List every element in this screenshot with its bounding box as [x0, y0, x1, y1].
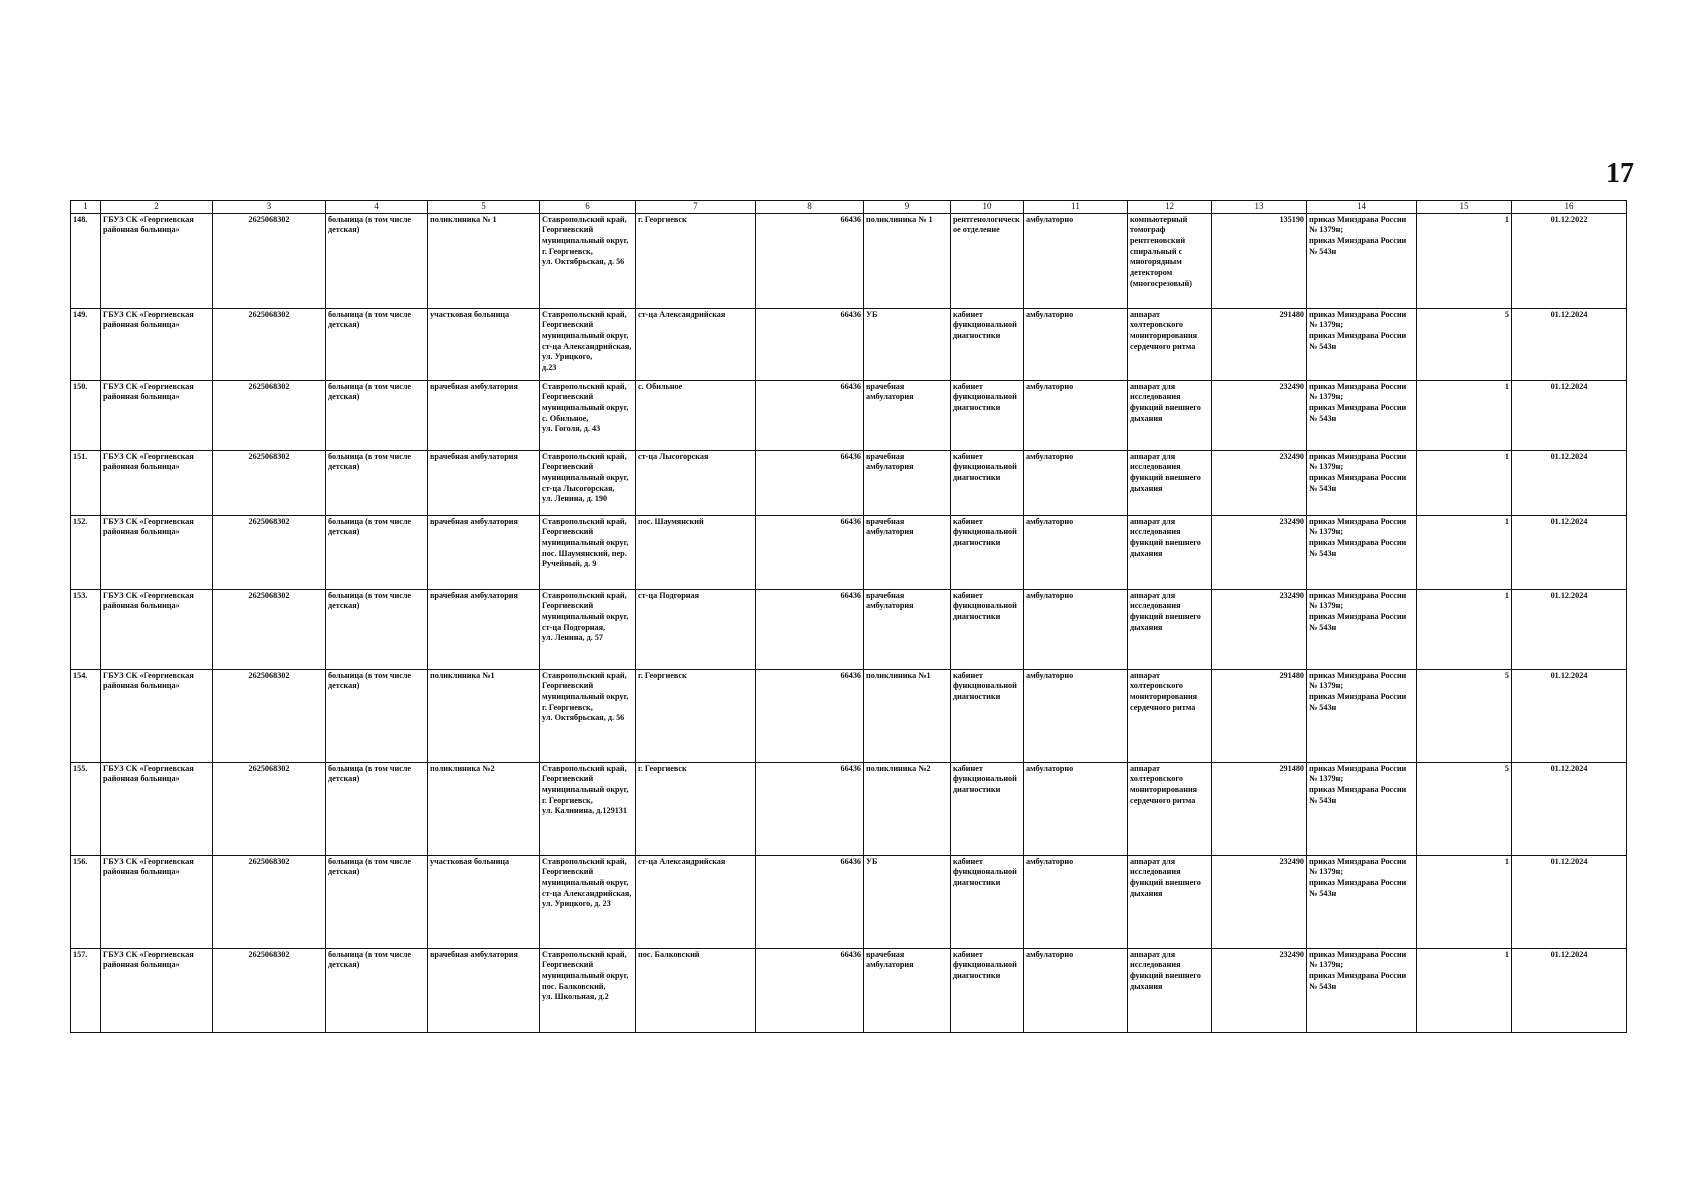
subdivision-cell: врачебная амбулатория [428, 589, 540, 669]
oktmo-cell: 66436 [756, 308, 864, 380]
organization-cell: ГБУЗ СК «Георгиевская районная больница» [101, 589, 213, 669]
subdivision-cell: врачебная амбулатория [428, 515, 540, 589]
unit-cell: поликлиника № 1 [864, 213, 951, 308]
oktmo-cell: 66436 [756, 762, 864, 855]
organization-type-cell: больница (в том числе детская) [326, 450, 428, 515]
quantity-cell: 1 [1417, 380, 1512, 450]
date-cell: 01.12.2024 [1512, 308, 1627, 380]
quantity-cell: 5 [1417, 308, 1512, 380]
table-row [71, 380, 1627, 450]
date-cell: 01.12.2024 [1512, 515, 1627, 589]
equipment-cell: аппарат для исследования функций внешнего дыхания [1128, 380, 1212, 450]
inn-cell: 2625068302 [213, 589, 326, 669]
equipment-cell: аппарат холтеровского мониторирования сердечного ритма [1128, 308, 1212, 380]
organization-cell: ГБУЗ СК «Георгиевская районная больница» [101, 948, 213, 1032]
address-cell: Ставропольский край, Георгиевский муниципальный округ, ст-ца Александрийская, ул. Урицкого, д. 23 [540, 855, 636, 948]
equipment-cell: аппарат для исследования функций внешнего дыхания [1128, 589, 1212, 669]
date-cell: 01.12.2024 [1512, 380, 1627, 450]
unit-cell: УБ [864, 855, 951, 948]
organization-type-cell: больница (в том числе детская) [326, 855, 428, 948]
table-row [71, 450, 1627, 515]
address-cell: Ставропольский край, Георгиевский муниципальный округ, г. Георгиевск, ул. Октябрьская, д. 56 [540, 669, 636, 762]
order-cell: приказ Минздрава России № 1379н; приказ Минздрава России № 543н [1307, 948, 1417, 1032]
address-cell: Ставропольский край, Георгиевский муниципальный округ, ст-ца Подгорная, ул. Ленина, д. 57 [540, 589, 636, 669]
care-condition-cell: амбулаторно [1024, 948, 1128, 1032]
column-number: 2 [101, 201, 213, 214]
care-condition-cell: амбулаторно [1024, 762, 1128, 855]
organization-type-cell: больница (в том числе детская) [326, 762, 428, 855]
equipment-cell: аппарат для исследования функций внешнего дыхания [1128, 450, 1212, 515]
date-cell: 01.12.2024 [1512, 855, 1627, 948]
inn-cell: 2625068302 [213, 948, 326, 1032]
column-number: 15 [1417, 201, 1512, 214]
order-cell: приказ Минздрава России № 1379н; приказ Минздрава России № 543н [1307, 308, 1417, 380]
row-number-cell: 148. [71, 213, 101, 308]
row-number-cell: 156. [71, 855, 101, 948]
equipment-cell: аппарат холтеровского мониторирования сердечного ритма [1128, 762, 1212, 855]
table-row [71, 948, 1627, 1032]
page-number: 17 [1606, 158, 1634, 189]
equipment-code-cell: 291480 [1212, 308, 1307, 380]
equipment-code-cell: 135190 [1212, 213, 1307, 308]
organization-cell: ГБУЗ СК «Георгиевская районная больница» [101, 450, 213, 515]
locality-cell: с. Обильное [636, 380, 756, 450]
department-cell: кабинет функциональной диагностики [951, 380, 1024, 450]
equipment-cell: аппарат для исследования функций внешнего дыхания [1128, 515, 1212, 589]
inn-cell: 2625068302 [213, 855, 326, 948]
unit-cell: поликлиника №2 [864, 762, 951, 855]
column-number: 11 [1024, 201, 1128, 214]
organization-cell: ГБУЗ СК «Георгиевская районная больница» [101, 669, 213, 762]
department-cell: кабинет функциональной диагностики [951, 669, 1024, 762]
department-cell: кабинет функциональной диагностики [951, 515, 1024, 589]
organization-type-cell: больница (в том числе детская) [326, 213, 428, 308]
column-number-row [71, 201, 1627, 214]
organization-type-cell: больница (в том числе детская) [326, 948, 428, 1032]
inn-cell: 2625068302 [213, 308, 326, 380]
row-number-cell: 149. [71, 308, 101, 380]
oktmo-cell: 66436 [756, 450, 864, 515]
column-number: 6 [540, 201, 636, 214]
locality-cell: г. Георгиевск [636, 669, 756, 762]
subdivision-cell: поликлиника № 1 [428, 213, 540, 308]
subdivision-cell: врачебная амбулатория [428, 450, 540, 515]
table-row [71, 855, 1627, 948]
quantity-cell: 1 [1417, 948, 1512, 1032]
organization-type-cell: больница (в том числе детская) [326, 515, 428, 589]
row-number-cell: 150. [71, 380, 101, 450]
column-number: 1 [71, 201, 101, 214]
date-cell: 01.12.2024 [1512, 669, 1627, 762]
table-row [71, 669, 1627, 762]
date-cell: 01.12.2024 [1512, 589, 1627, 669]
address-cell: Ставропольский край, Георгиевский муниципальный округ, пос. Балковский, ул. Школьная, д.2 [540, 948, 636, 1032]
oktmo-cell: 66436 [756, 948, 864, 1032]
organization-type-cell: больница (в том числе детская) [326, 589, 428, 669]
registry-table [70, 200, 1627, 1033]
care-condition-cell: амбулаторно [1024, 589, 1128, 669]
row-number-cell: 157. [71, 948, 101, 1032]
table-row [71, 308, 1627, 380]
subdivision-cell: врачебная амбулатория [428, 948, 540, 1032]
oktmo-cell: 66436 [756, 213, 864, 308]
order-cell: приказ Минздрава России № 1379н; приказ Минздрава России № 543н [1307, 855, 1417, 948]
department-cell: кабинет функциональной диагностики [951, 450, 1024, 515]
organization-type-cell: больница (в том числе детская) [326, 669, 428, 762]
oktmo-cell: 66436 [756, 669, 864, 762]
equipment-code-cell: 232490 [1212, 855, 1307, 948]
organization-cell: ГБУЗ СК «Георгиевская районная больница» [101, 380, 213, 450]
equipment-code-cell: 232490 [1212, 380, 1307, 450]
order-cell: приказ Минздрава России № 1379н; приказ Минздрава России № 543н [1307, 515, 1417, 589]
equipment-cell: аппарат для исследования функций внешнего дыхания [1128, 855, 1212, 948]
equipment-code-cell: 291480 [1212, 669, 1307, 762]
oktmo-cell: 66436 [756, 589, 864, 669]
unit-cell: врачебная амбулатория [864, 450, 951, 515]
department-cell: кабинет функциональной диагностики [951, 308, 1024, 380]
row-number-cell: 152. [71, 515, 101, 589]
column-number: 13 [1212, 201, 1307, 214]
locality-cell: г. Георгиевск [636, 762, 756, 855]
department-cell: рентгенологическое отделение [951, 213, 1024, 308]
column-number: 7 [636, 201, 756, 214]
care-condition-cell: амбулаторно [1024, 669, 1128, 762]
order-cell: приказ Минздрава России № 1379н; приказ Минздрава России № 543н [1307, 589, 1417, 669]
subdivision-cell: участковая больница [428, 308, 540, 380]
equipment-code-cell: 232490 [1212, 589, 1307, 669]
locality-cell: ст-ца Лысогорская [636, 450, 756, 515]
subdivision-cell: врачебная амбулатория [428, 380, 540, 450]
equipment-cell: компьютерный томограф рентгеновский спиральный с многорядным детектором (многосрезовый) [1128, 213, 1212, 308]
table-body [71, 213, 1627, 1032]
organization-cell: ГБУЗ СК «Георгиевская районная больница» [101, 308, 213, 380]
locality-cell: ст-ца Александрийская [636, 855, 756, 948]
care-condition-cell: амбулаторно [1024, 515, 1128, 589]
column-number: 10 [951, 201, 1024, 214]
equipment-code-cell: 232490 [1212, 948, 1307, 1032]
unit-cell: врачебная амбулатория [864, 589, 951, 669]
row-number-cell: 151. [71, 450, 101, 515]
department-cell: кабинет функциональной диагностики [951, 589, 1024, 669]
unit-cell: УБ [864, 308, 951, 380]
quantity-cell: 1 [1417, 213, 1512, 308]
care-condition-cell: амбулаторно [1024, 855, 1128, 948]
row-number-cell: 154. [71, 669, 101, 762]
unit-cell: врачебная амбулатория [864, 948, 951, 1032]
column-number: 16 [1512, 201, 1627, 214]
address-cell: Ставропольский край, Георгиевский муниципальный округ, г. Георгиевск, ул. Октябрьская, д. 56 [540, 213, 636, 308]
address-cell: Ставропольский край, Георгиевский муниципальный округ, с. Обильное, ул. Гоголя, д. 43 [540, 380, 636, 450]
quantity-cell: 5 [1417, 762, 1512, 855]
address-cell: Ставропольский край, Георгиевский муниципальный округ, г. Георгиевск, ул. Калинина, д.129131 [540, 762, 636, 855]
organization-cell: ГБУЗ СК «Георгиевская районная больница» [101, 762, 213, 855]
column-number: 3 [213, 201, 326, 214]
quantity-cell: 1 [1417, 450, 1512, 515]
organization-cell: ГБУЗ СК «Георгиевская районная больница» [101, 515, 213, 589]
unit-cell: врачебная амбулатория [864, 380, 951, 450]
care-condition-cell: амбулаторно [1024, 308, 1128, 380]
column-number: 4 [326, 201, 428, 214]
inn-cell: 2625068302 [213, 515, 326, 589]
locality-cell: ст-ца Подгорная [636, 589, 756, 669]
quantity-cell: 1 [1417, 855, 1512, 948]
subdivision-cell: поликлиника №1 [428, 669, 540, 762]
organization-cell: ГБУЗ СК «Георгиевская районная больница» [101, 213, 213, 308]
oktmo-cell: 66436 [756, 515, 864, 589]
equipment-code-cell: 232490 [1212, 450, 1307, 515]
table-row [71, 589, 1627, 669]
column-number: 9 [864, 201, 951, 214]
date-cell: 01.12.2024 [1512, 948, 1627, 1032]
address-cell: Ставропольский край, Георгиевский муниципальный округ, ст-ца Александрийская, ул. Урицкого, д.23 [540, 308, 636, 380]
column-number: 8 [756, 201, 864, 214]
subdivision-cell: участковая больница [428, 855, 540, 948]
equipment-cell: аппарат холтеровского мониторирования сердечного ритма [1128, 669, 1212, 762]
row-number-cell: 155. [71, 762, 101, 855]
care-condition-cell: амбулаторно [1024, 213, 1128, 308]
inn-cell: 2625068302 [213, 380, 326, 450]
care-condition-cell: амбулаторно [1024, 380, 1128, 450]
locality-cell: ст-ца Александрийская [636, 308, 756, 380]
organization-type-cell: больница (в том числе детская) [326, 380, 428, 450]
locality-cell: пос. Шаумянский [636, 515, 756, 589]
inn-cell: 2625068302 [213, 450, 326, 515]
order-cell: приказ Минздрава России № 1379н; приказ Минздрава России № 543н [1307, 762, 1417, 855]
inn-cell: 2625068302 [213, 213, 326, 308]
table-row [71, 515, 1627, 589]
column-number: 14 [1307, 201, 1417, 214]
department-cell: кабинет функциональной диагностики [951, 855, 1024, 948]
equipment-code-cell: 232490 [1212, 515, 1307, 589]
quantity-cell: 5 [1417, 669, 1512, 762]
order-cell: приказ Минздрава России № 1379н; приказ Минздрава России № 543н [1307, 213, 1417, 308]
equipment-code-cell: 291480 [1212, 762, 1307, 855]
locality-cell: г. Георгиевск [636, 213, 756, 308]
unit-cell: врачебная амбулатория [864, 515, 951, 589]
equipment-cell: аппарат для исследования функций внешнего дыхания [1128, 948, 1212, 1032]
date-cell: 01.12.2022 [1512, 213, 1627, 308]
department-cell: кабинет функциональной диагностики [951, 948, 1024, 1032]
organization-cell: ГБУЗ СК «Георгиевская районная больница» [101, 855, 213, 948]
order-cell: приказ Минздрава России № 1379н; приказ Минздрава России № 543н [1307, 669, 1417, 762]
oktmo-cell: 66436 [756, 855, 864, 948]
order-cell: приказ Минздрава России № 1379н; приказ Минздрава России № 543н [1307, 380, 1417, 450]
row-number-cell: 153. [71, 589, 101, 669]
inn-cell: 2625068302 [213, 669, 326, 762]
column-number: 12 [1128, 201, 1212, 214]
unit-cell: поликлиника №1 [864, 669, 951, 762]
department-cell: кабинет функциональной диагностики [951, 762, 1024, 855]
order-cell: приказ Минздрава России № 1379н; приказ Минздрава России № 543н [1307, 450, 1417, 515]
address-cell: Ставропольский край, Георгиевский муниципальный округ, ст-ца Лысогорская, ул. Ленина, д. 190 [540, 450, 636, 515]
quantity-cell: 1 [1417, 589, 1512, 669]
date-cell: 01.12.2024 [1512, 762, 1627, 855]
table-row [71, 213, 1627, 308]
table-row [71, 762, 1627, 855]
locality-cell: пос. Балковский [636, 948, 756, 1032]
column-number: 5 [428, 201, 540, 214]
quantity-cell: 1 [1417, 515, 1512, 589]
inn-cell: 2625068302 [213, 762, 326, 855]
subdivision-cell: поликлиника №2 [428, 762, 540, 855]
address-cell: Ставропольский край, Георгиевский муниципальный округ, пос. Шаумянский, пер. Ручейный, д. 9 [540, 515, 636, 589]
date-cell: 01.12.2024 [1512, 450, 1627, 515]
organization-type-cell: больница (в том числе детская) [326, 308, 428, 380]
care-condition-cell: амбулаторно [1024, 450, 1128, 515]
oktmo-cell: 66436 [756, 380, 864, 450]
